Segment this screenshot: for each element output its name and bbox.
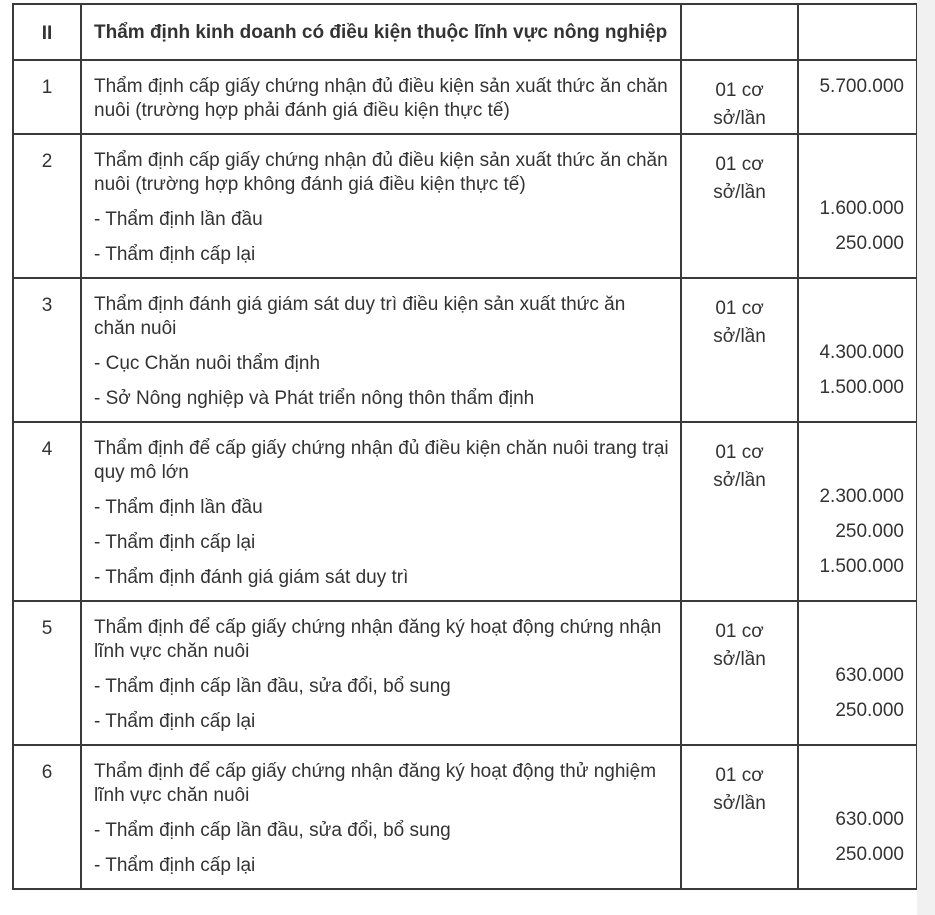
section-title: Thẩm định kinh doanh có điều kiện thuộc lĩnh vực nông nghiệp: [81, 4, 681, 60]
sub-item-label: - Thẩm định lần đầu: [94, 497, 263, 518]
row-title: Thẩm định để cấp giấy chứng nhận đủ điều kiện chăn nuôi trang trại quy mô lớn: [94, 438, 669, 483]
row-number: 1: [13, 60, 81, 134]
section-header-row: [13, 4, 917, 60]
sub-item-label: - Thẩm định cấp lại: [94, 855, 256, 876]
unit-line: sở/lần: [713, 326, 766, 347]
row-unit: [681, 422, 798, 601]
row-unit: [681, 278, 798, 422]
row-fee: [798, 601, 917, 745]
row-number: 2: [13, 134, 81, 278]
unit-line: 01 cơ: [715, 621, 764, 642]
unit-line: sở/lần: [713, 470, 766, 491]
row-unit: [681, 60, 798, 134]
fee-value: 250.000: [835, 233, 904, 254]
fee-value: 1.500.000: [819, 556, 904, 577]
row-number: 4: [13, 422, 81, 601]
row-number: 3: [13, 278, 81, 422]
sub-item-label: - Thẩm định cấp lần đầu, sửa đổi, bổ sung: [94, 676, 451, 697]
table-row: [13, 60, 917, 134]
row-fee: [798, 60, 917, 134]
sub-item-label: - Cục Chăn nuôi thẩm định: [94, 353, 321, 374]
fee-value: 250.000: [835, 844, 904, 865]
row-fee: [798, 745, 917, 889]
unit-line: 01 cơ: [715, 154, 764, 175]
fee-value: 250.000: [835, 700, 904, 721]
row-content: [81, 745, 681, 889]
table-row: [13, 745, 917, 889]
row-content: [81, 601, 681, 745]
fee-value: 2.300.000: [819, 486, 904, 507]
fee-value: 250.000: [835, 521, 904, 542]
fee-value: 630.000: [835, 809, 904, 830]
row-title: Thẩm định cấp giấy chứng nhận đủ điều kiện sản xuất thức ăn chăn nuôi (trường hợp phải đánh giá điều kiện thực tế): [94, 76, 668, 121]
unit-cell-empty: [681, 4, 798, 60]
unit-line: 01 cơ: [715, 298, 764, 319]
row-content: [81, 134, 681, 278]
fee-value: 1.600.000: [819, 198, 904, 219]
row-content: [81, 278, 681, 422]
row-number: 6: [13, 745, 81, 889]
table-row: [13, 422, 917, 601]
row-fee: [798, 134, 917, 278]
vertical-scrollbar[interactable]: [917, 0, 935, 915]
row-unit: [681, 745, 798, 889]
unit-line: 01 cơ: [715, 765, 764, 786]
row-number: 5: [13, 601, 81, 745]
unit-line: 01 cơ: [715, 442, 764, 463]
sub-item-label: - Thẩm định cấp lại: [94, 711, 256, 732]
table-row: [13, 601, 917, 745]
sub-item-label: - Thẩm định cấp lại: [94, 532, 256, 553]
section-number: II: [13, 4, 81, 60]
row-content: [81, 422, 681, 601]
fee-value: 630.000: [835, 665, 904, 686]
row-fee: [798, 278, 917, 422]
row-unit: [681, 134, 798, 278]
unit-line: sở/lần: [713, 108, 766, 129]
unit-line: sở/lần: [713, 649, 766, 670]
row-title: Thẩm định cấp giấy chứng nhận đủ điều kiện sản xuất thức ăn chăn nuôi (trường hợp không đánh giá điều kiện thực tế): [94, 150, 668, 195]
table-row: [13, 134, 917, 278]
row-unit: [681, 601, 798, 745]
sub-item-label: - Thẩm định lần đầu: [94, 209, 263, 230]
sub-item-label: - Thẩm định đánh giá giám sát duy trì: [94, 567, 409, 588]
unit-line: sở/lần: [713, 793, 766, 814]
unit-line: sở/lần: [713, 182, 766, 203]
fee-cell-empty: [798, 4, 917, 60]
row-content: [81, 60, 681, 134]
row-title: Thẩm định đánh giá giám sát duy trì điều kiện sản xuất thức ăn chăn nuôi: [94, 294, 626, 339]
sub-item-label: - Thẩm định cấp lần đầu, sửa đổi, bổ sung: [94, 820, 451, 841]
row-fee: [798, 422, 917, 601]
fee-table: [12, 3, 918, 890]
table-row: [13, 278, 917, 422]
sub-item-label: - Thẩm định cấp lại: [94, 244, 256, 265]
fee-value: 5.700.000: [819, 76, 904, 97]
fee-value: 1.500.000: [819, 377, 904, 398]
row-title: Thẩm định để cấp giấy chứng nhận đăng ký hoạt động thử nghiệm lĩnh vực chăn nuôi: [94, 761, 657, 806]
fee-value: 4.300.000: [819, 342, 904, 363]
row-title: Thẩm định để cấp giấy chứng nhận đăng ký hoạt động chứng nhận lĩnh vực chăn nuôi: [94, 617, 662, 662]
unit-line: 01 cơ: [715, 80, 764, 101]
sub-item-label: - Sở Nông nghiệp và Phát triển nông thôn thẩm định: [94, 388, 535, 409]
